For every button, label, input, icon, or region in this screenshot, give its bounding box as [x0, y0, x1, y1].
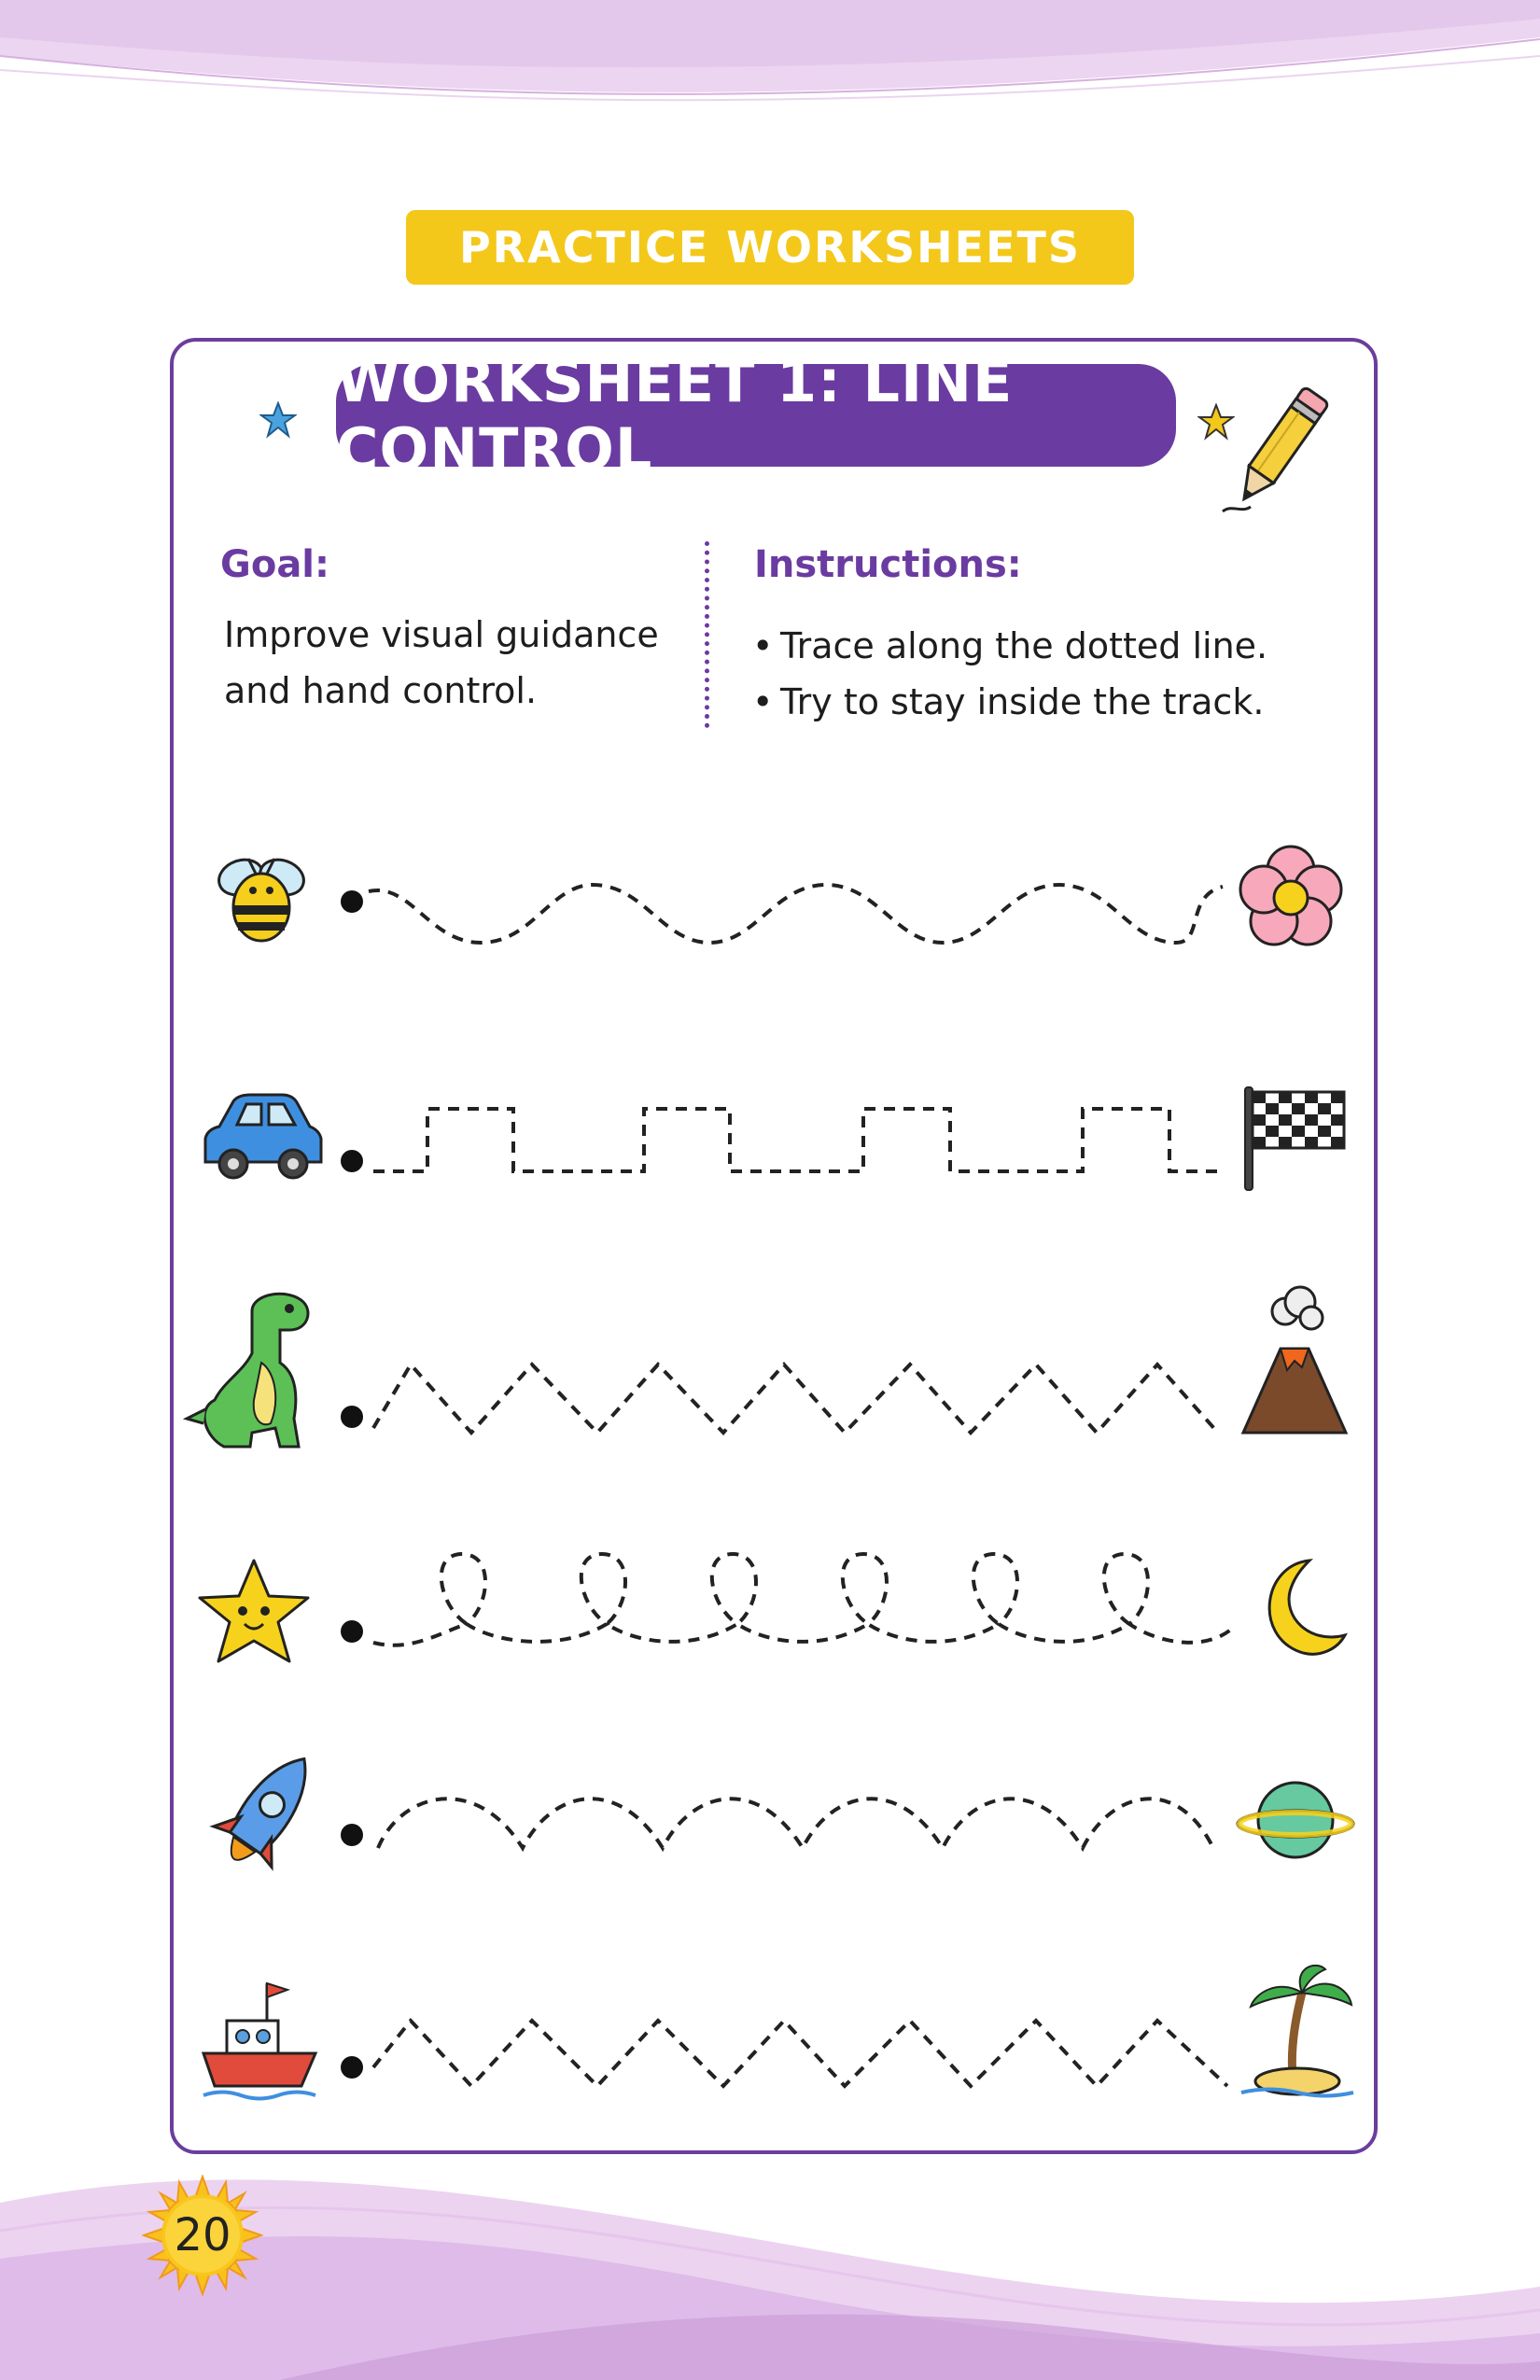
dinosaur-icon [187, 1294, 308, 1447]
flower-icon [1240, 847, 1341, 945]
volcano-icon [1243, 1287, 1346, 1433]
moon-icon [1269, 1561, 1345, 1654]
trace-path-wave [369, 885, 1223, 943]
start-dot [341, 890, 363, 913]
boat-icon [203, 1983, 315, 2099]
worksheet-title: WORKSHEET 1: LINE CONTROL [336, 347, 1014, 483]
star-icon [200, 1561, 308, 1661]
palm-island-icon [1241, 1966, 1353, 2096]
trace-path-square-wave [373, 1109, 1221, 1171]
planet-icon [1238, 1783, 1353, 1857]
bee-icon [214, 854, 308, 941]
start-dot [341, 2056, 363, 2079]
page-number: 20 [174, 2209, 231, 2261]
trace-path-arches [378, 1799, 1213, 1848]
instruction-item: • Trace along the dotted line. [752, 618, 1267, 674]
start-dot [341, 1150, 363, 1172]
car-icon [205, 1095, 321, 1178]
trace-path-loops [373, 1554, 1232, 1645]
rocket-icon [205, 1739, 333, 1880]
start-dot [341, 1406, 363, 1428]
trace-path-zigzag [373, 1365, 1218, 1433]
goal-text-line: and hand control. [224, 670, 538, 711]
page-number-badge [142, 2175, 263, 2296]
goal-heading: Goal: [220, 543, 330, 586]
instructions-heading: Instructions: [754, 543, 1022, 586]
checkered-flag-icon [1245, 1087, 1344, 1190]
trace-path-zigzag [373, 2021, 1227, 2086]
section-label: PRACTICE WORKSHEETS [458, 222, 1082, 273]
goal-text-line: Improve visual guidance [224, 614, 659, 655]
start-dot [341, 1824, 363, 1846]
start-dot [341, 1620, 363, 1643]
instruction-item: • Try to stay inside the track. [752, 674, 1267, 730]
